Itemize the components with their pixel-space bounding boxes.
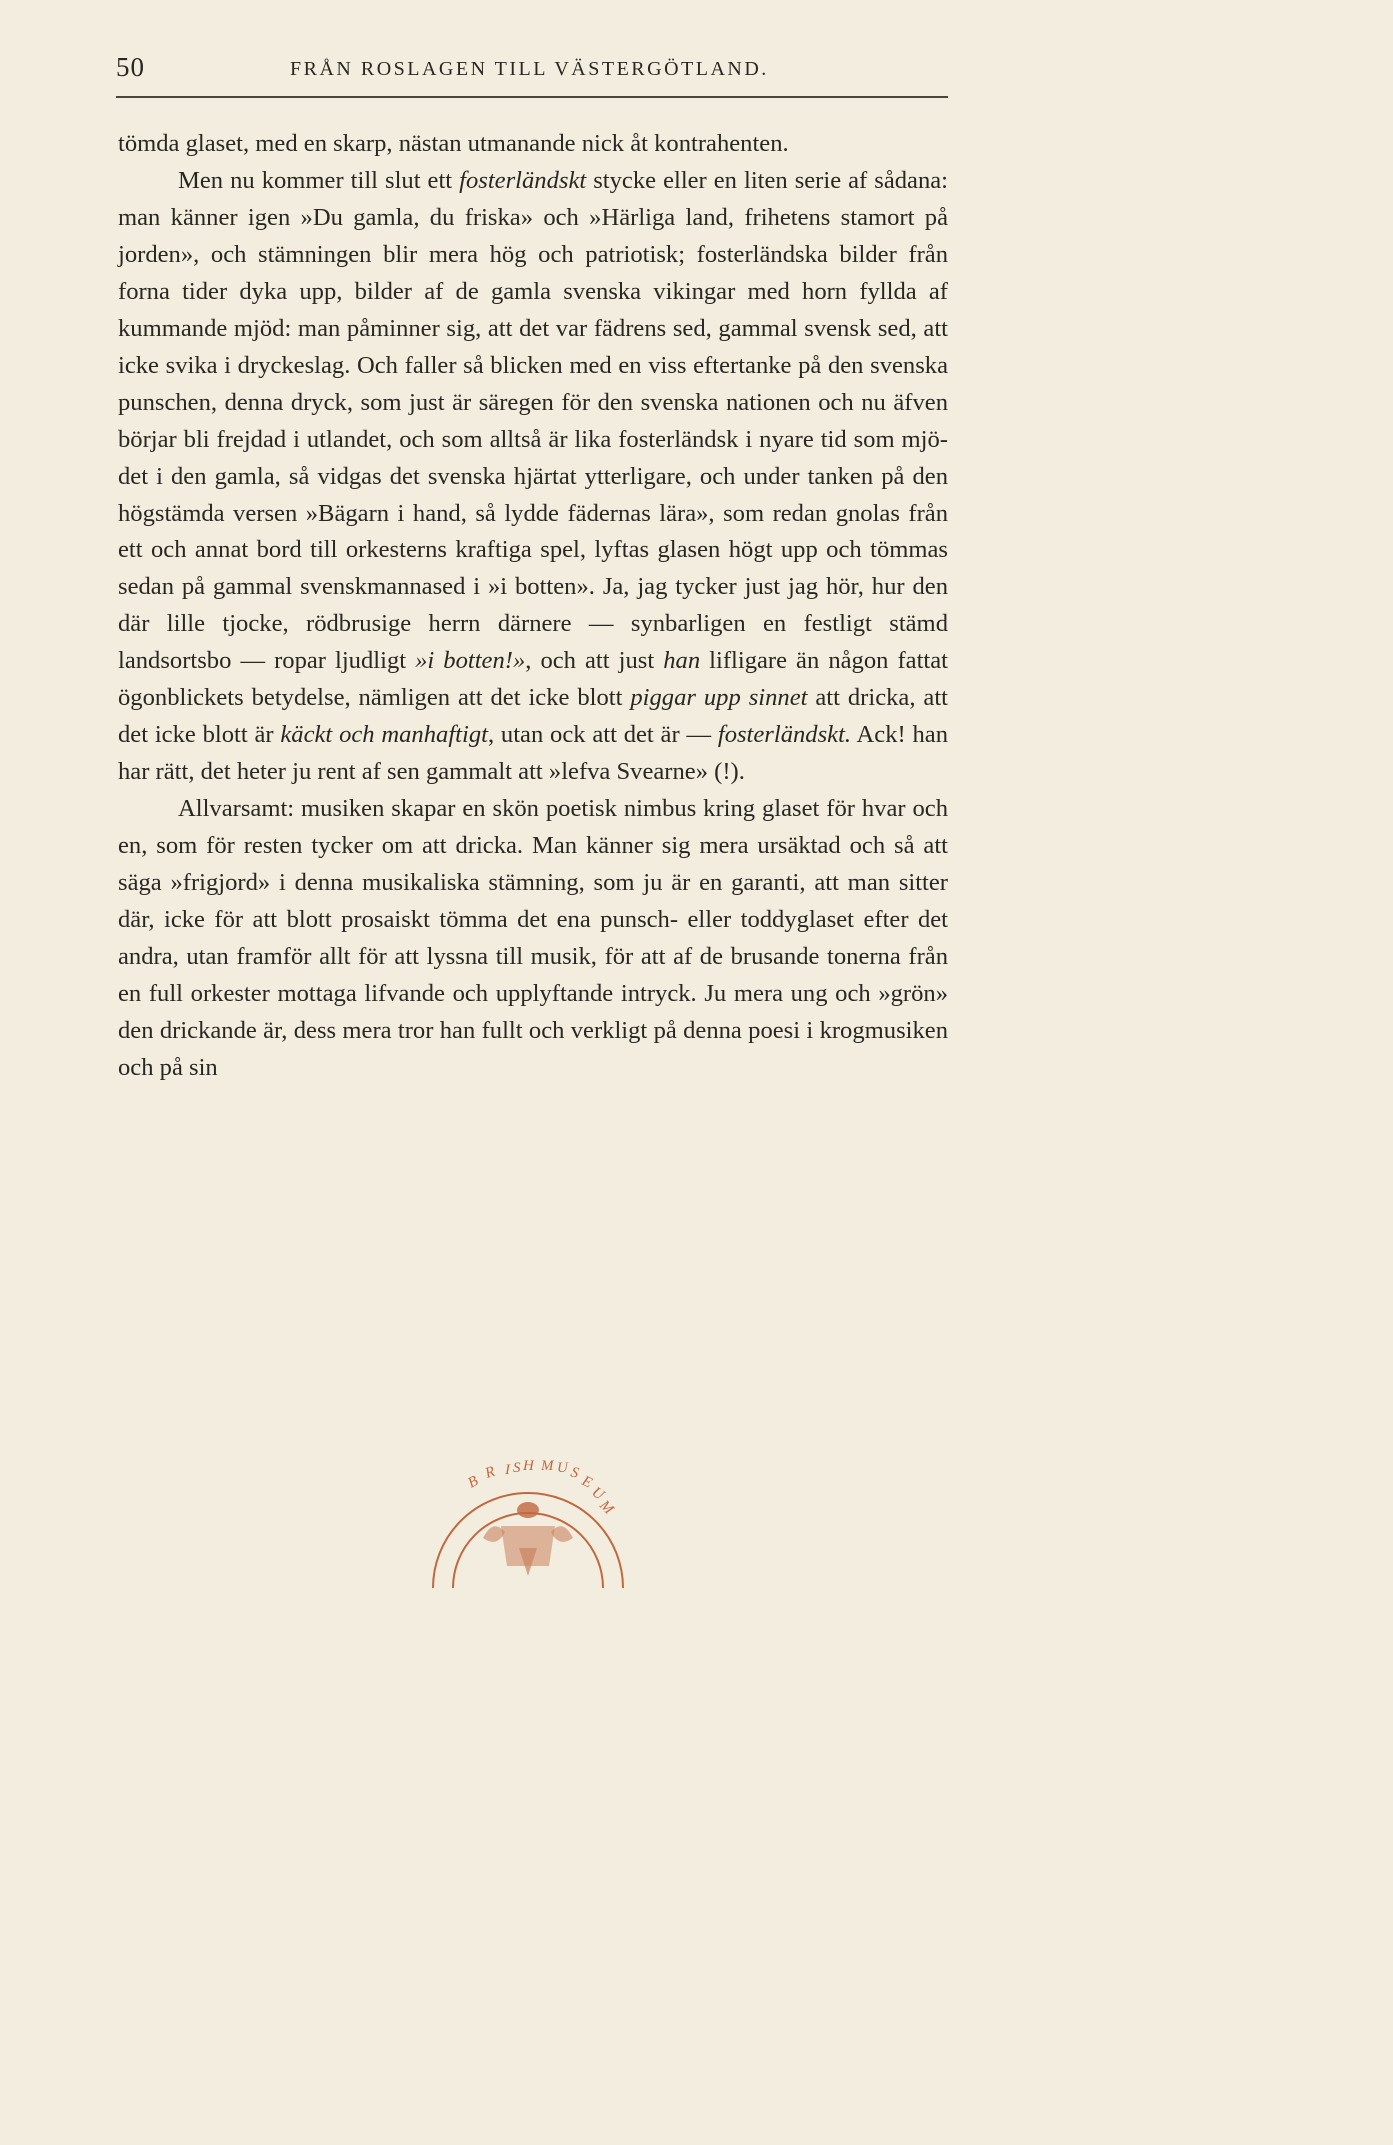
italic-phrase: »i botten!»: [415, 647, 526, 675]
page-header: [116, 46, 948, 86]
svg-text:M: M: [541, 1458, 554, 1474]
text-run: lifligare än någon fattat ögonblickets betydelse, nämligen att det icke blott: [118, 647, 948, 712]
text-run: stycke eller en liten serie af sådana: man känner igen »Du gamla, du friska» och »Härliga land, frihetens stamort på jorden», och stämningen blir mera hög och patriotisk; fosterländska bilder från forna tider dyka upp, bilder af de gamla svenska vikingar med horn fyllda af kummande mjöd: man påminner sig, att det var fädrens sed, gammal svensk sed, att icke svika i dryckeslag. Och faller så blicken med en viss eftertanke på den svenska punschen, denna dryck, som just är säregen för den svenska nationen och nu äfven börjar bli frejdad i utlandet, och som alltså är lika fosterländsk i nyare tid som mjödet i den gamla, så vidgas det svenska hjärtat ytterligare, och under tanken på den högstämda versen »Bägarn i hand, så lydde fädernas lära», som redan gnolas från ett och annat bord till orkesterns kraftiga spel, lyftas glasen högt upp och tömmas sedan på gammal svenskmannased i »i botten». Ja, jag tycker just jag hör, hur den där lille tjocke, rödbrusige herrn därnere — synbarligen en festligt stämd landsortsbo — ropar ljudligt: [118, 166, 948, 675]
italic-phrase: fosterländskt.: [717, 721, 852, 749]
svg-text:S: S: [568, 1464, 581, 1482]
italic-phrase: fosterländskt: [459, 166, 587, 194]
paragraph: [118, 791, 948, 1087]
svg-text:E: E: [579, 1473, 595, 1492]
svg-text:S: S: [513, 1460, 521, 1476]
body-text: [118, 126, 948, 1087]
text-run: , och att just: [525, 647, 664, 675]
page-number: 50: [116, 52, 145, 82]
paragraph: [118, 163, 948, 791]
library-stamp-icon: [423, 1448, 633, 1588]
running-title: FRÅN ROSLAGEN TILL VÄSTERGÖTLAND.: [290, 58, 769, 80]
text-run: Allvarsamt: musiken skapar en skön poetisk nimbus kring glaset för hvar och en, som för resten tycker om att dricka. Man känner sig mera ursäktad och så att säga »frigjord» i denna musikaliska stämning, som ju är en garanti, att man sitter där, icke för att blott prosaiskt tömma det ena punsch- eller toddyglaset efter det andra, utan framför allt för att lyssna till musik, för att af de brusande tonerna från en full orkester mottaga lifvande och upplyftande intryck. Ju mera ung och »grön» den drickande är, dess mera tror han fullt och verkligt på denna poesi i krogmusiken och på sin: [118, 795, 948, 1081]
svg-text:R: R: [483, 1463, 497, 1482]
svg-text:B: B: [465, 1473, 481, 1492]
text-run: , utan ock att det är —: [487, 721, 718, 749]
text-run: tömda glaset, med en skarp, nästan utmanande nick åt kontrahenten.: [118, 130, 789, 157]
paragraph: [118, 126, 948, 163]
svg-text:H: H: [523, 1458, 534, 1474]
svg-text:I: I: [505, 1462, 510, 1478]
svg-text:M: M: [596, 1497, 617, 1518]
italic-phrase: piggar upp sinnet: [630, 684, 808, 712]
text-run: Men nu kommer till slut ett: [178, 166, 460, 194]
italic-phrase: han: [663, 647, 701, 675]
italic-phrase: käckt och manhaftigt: [280, 721, 488, 749]
svg-text:U: U: [588, 1484, 607, 1504]
header-rule: [116, 96, 948, 98]
text-run: Ack! han har rätt, det heter ju rent af sen gammalt att »lefva Svearne» (!).: [118, 721, 948, 786]
svg-text:U: U: [557, 1460, 568, 1476]
text-run: att dricka, att det icke blott är: [118, 684, 948, 749]
